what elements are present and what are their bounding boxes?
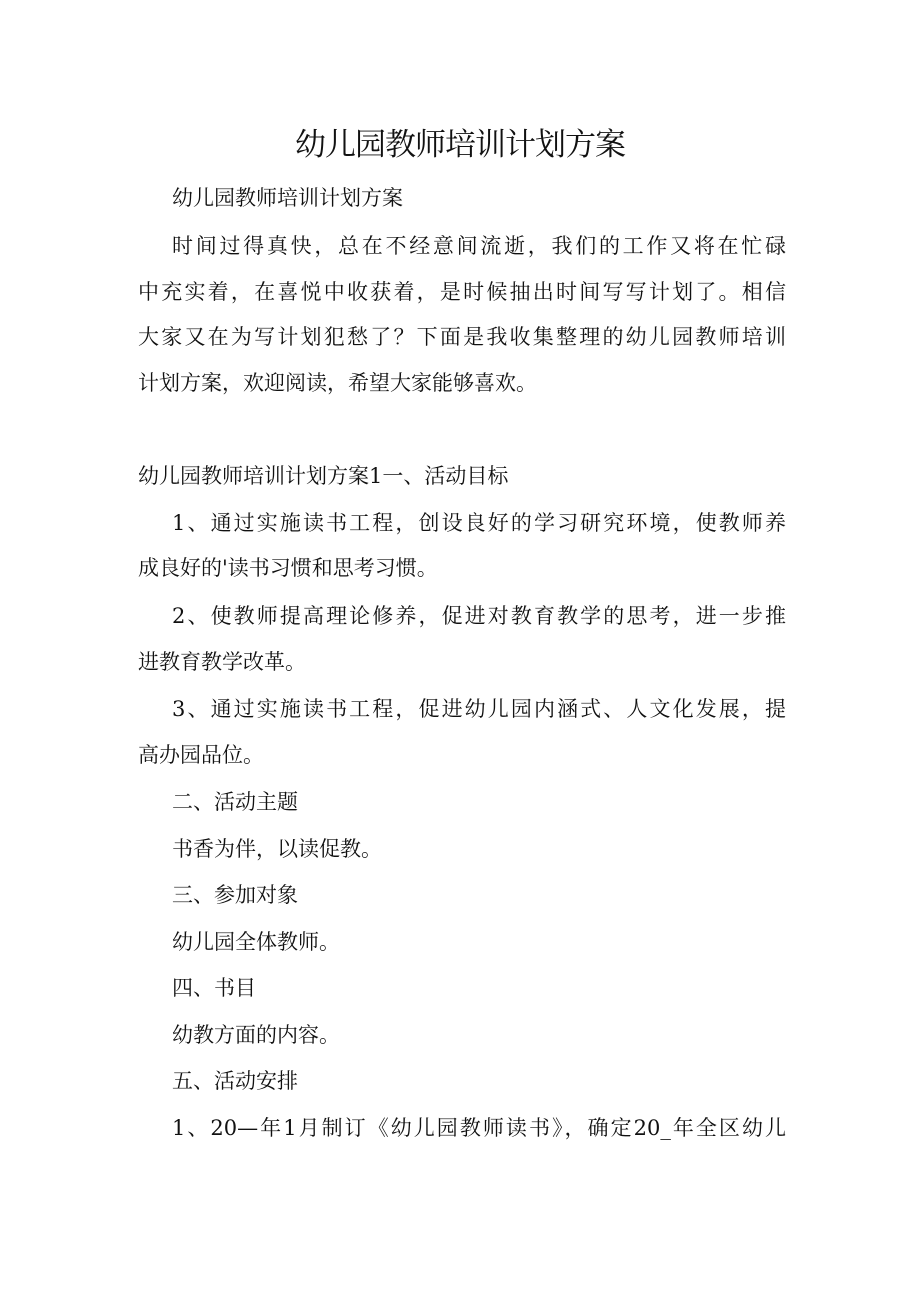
goal-item-1: 1、通过实施读书工程，创设良好的学习研究环境，使教师养 xyxy=(172,511,786,535)
schedule-heading: 五、活动安排 xyxy=(172,1069,298,1093)
goal-item-3: 3、通过实施读书工程，促进幼儿园内涵式、人文化发展，提 xyxy=(172,697,786,721)
goal-item-2-continued: 进教育教学改革。 xyxy=(138,650,306,674)
goal-item-3-continued: 高办园品位。 xyxy=(138,743,264,767)
document-subtitle: 幼儿园教师培训计划方案 xyxy=(172,186,403,210)
intro-paragraph-line: 大家又在为写计划犯愁了？下面是我收集整理的幼儿园教师培训 xyxy=(138,325,786,349)
books-text: 幼教方面的内容。 xyxy=(172,1023,340,1047)
intro-paragraph-line: 计划方案，欢迎阅读，希望大家能够喜欢。 xyxy=(138,371,537,395)
intro-paragraph-line: 中充实着，在喜悦中收获着，是时候抽出时间写写计划了。相信 xyxy=(138,280,786,304)
goal-item-1-continued: 成良好的'读书习惯和思考习惯。 xyxy=(138,556,438,580)
goal-item-2: 2、使教师提高理论修养，促进对教育教学的思考，进一步推 xyxy=(172,604,786,628)
participants-text: 幼儿园全体教师。 xyxy=(172,930,340,954)
theme-text: 书香为伴，以读促教。 xyxy=(172,837,382,861)
document-title: 幼儿园教师培训计划方案 xyxy=(295,127,625,163)
participants-heading: 三、参加对象 xyxy=(172,883,298,907)
schedule-item-1: 1、20—年1月制订《幼儿园教师读书》，确定20_年全区幼儿 xyxy=(172,1116,786,1140)
theme-heading: 二、活动主题 xyxy=(172,790,298,814)
section-heading: 幼儿园教师培训计划方案1一、活动目标 xyxy=(138,464,509,488)
books-heading: 四、书目 xyxy=(172,976,256,1000)
intro-paragraph-line: 时间过得真快，总在不经意间流逝，我们的工作又将在忙碌 xyxy=(172,234,786,258)
